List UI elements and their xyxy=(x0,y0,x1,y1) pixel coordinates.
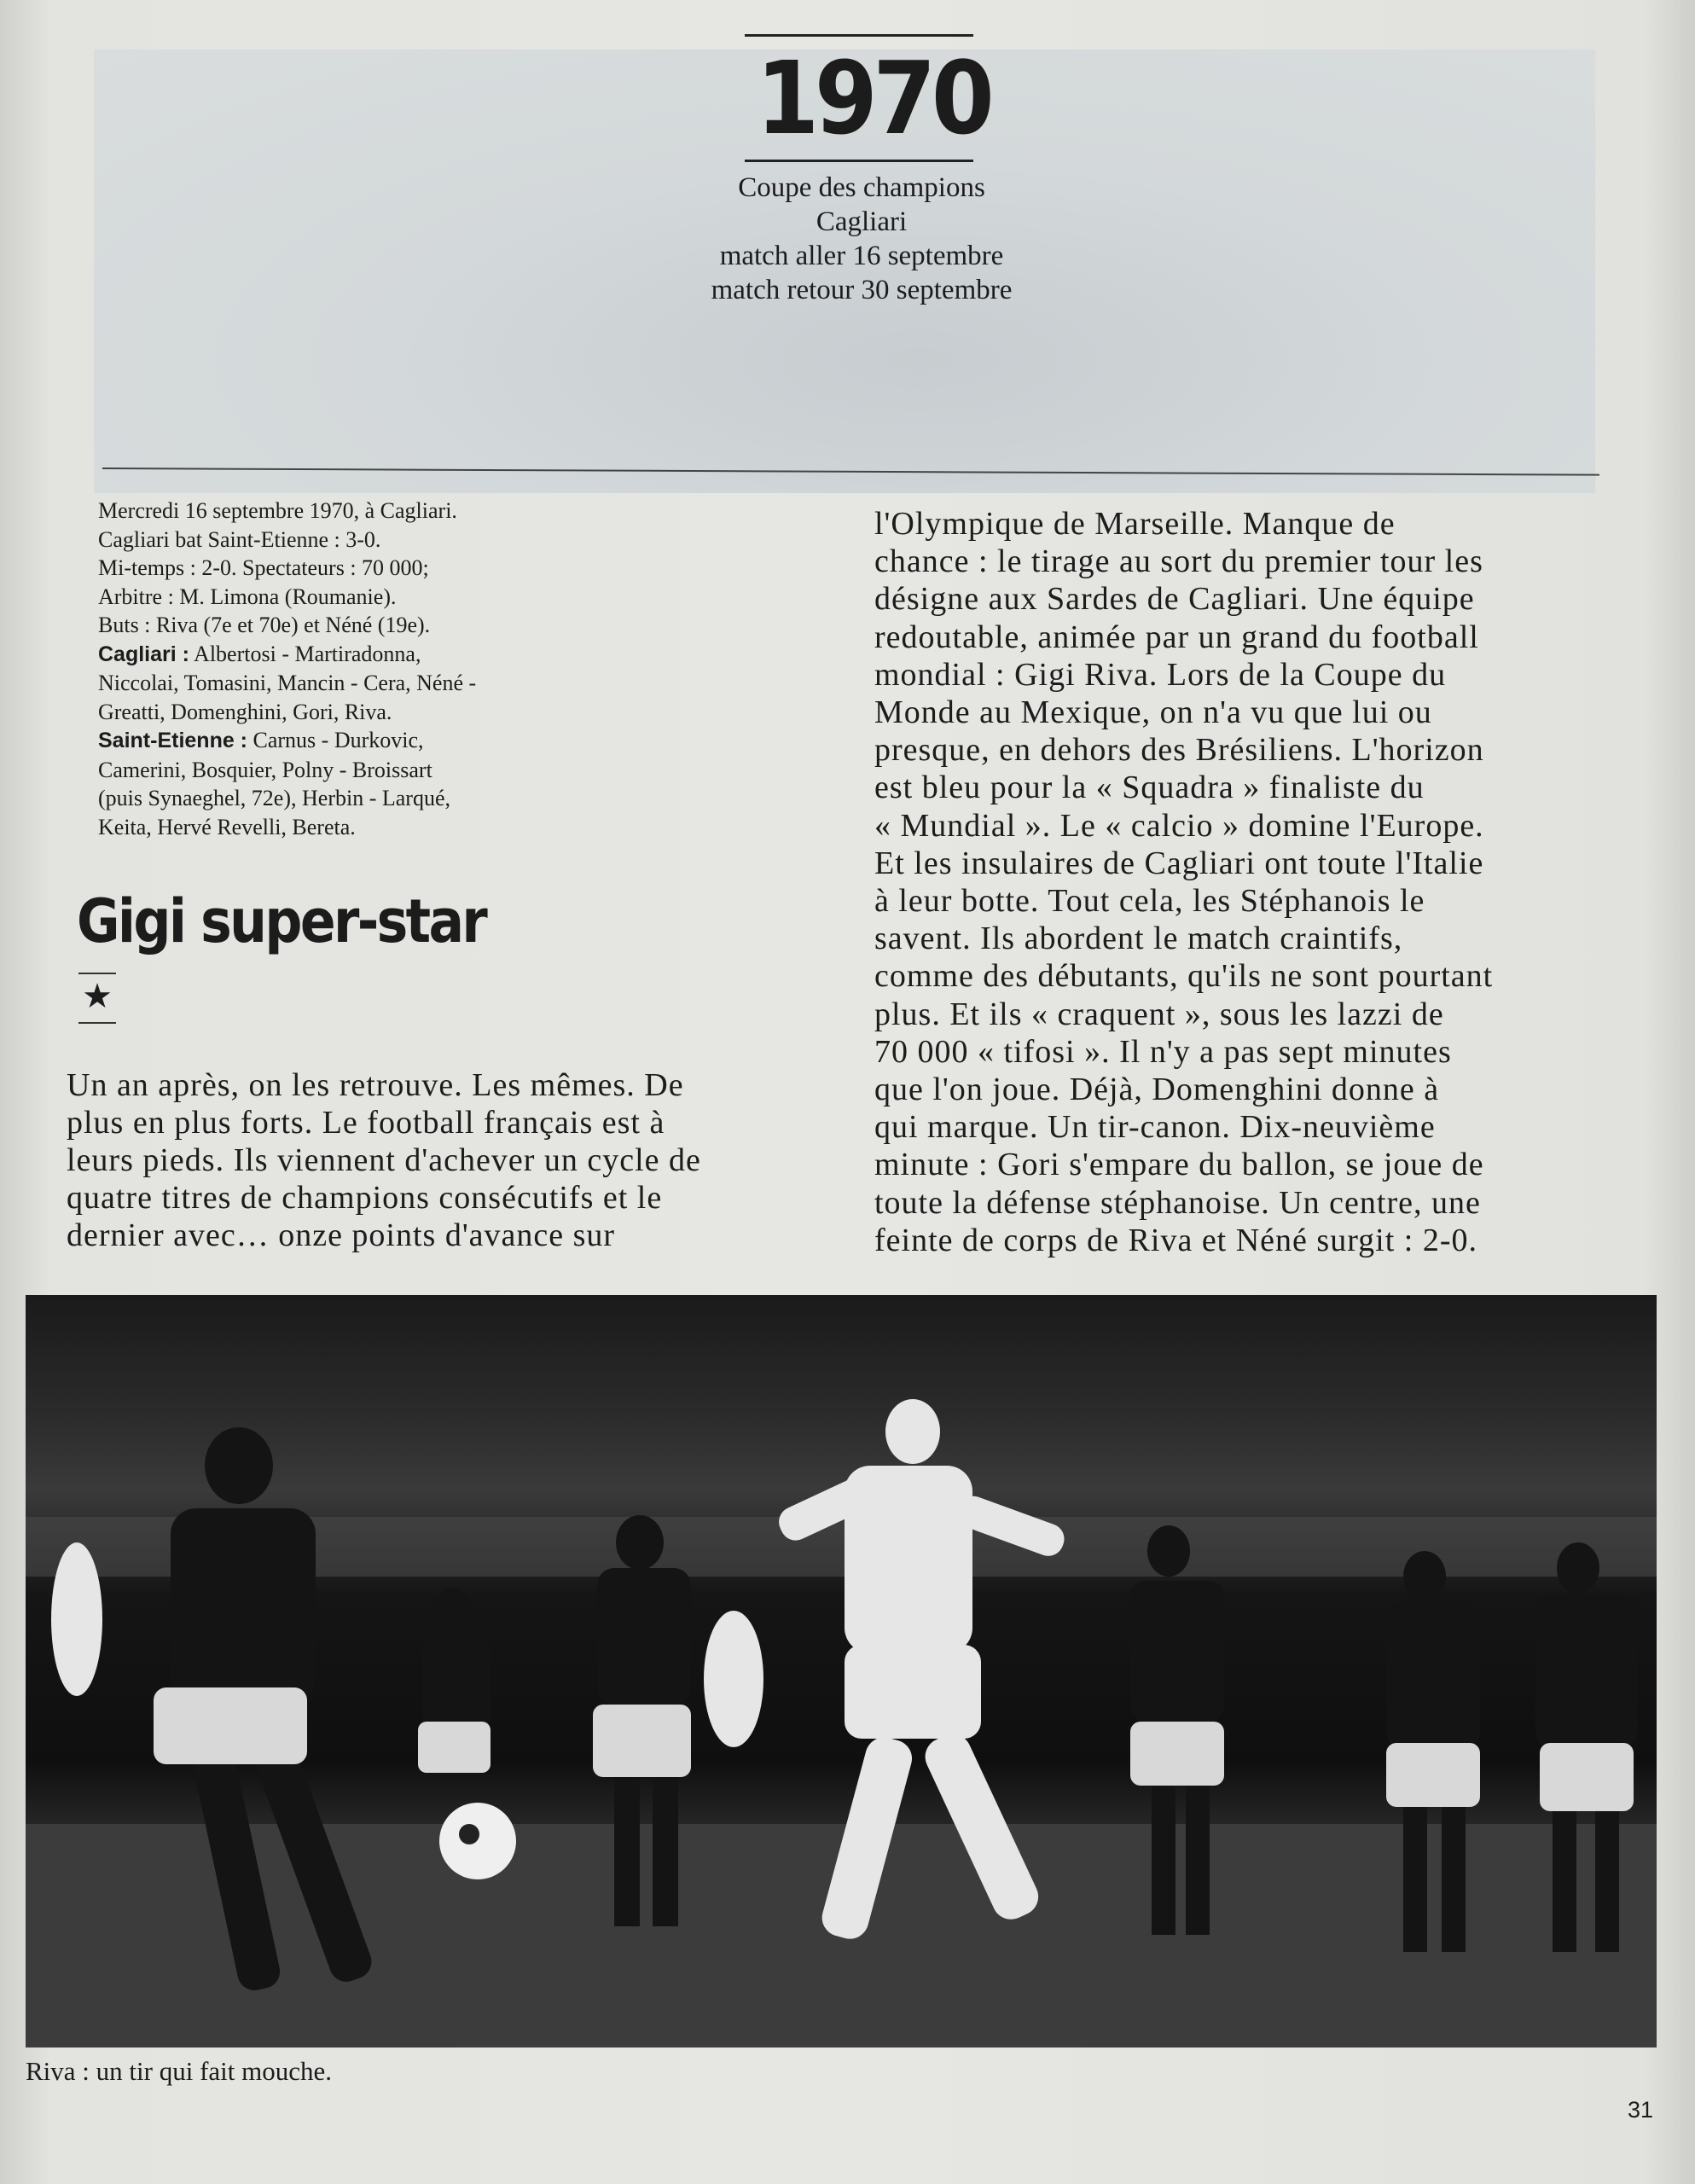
cagliari-lineup-line: Greatti, Domenghini, Gori, Riva. xyxy=(98,699,392,724)
match-info-line: Buts : Riva (7e et 70e) et Néné (19e). xyxy=(98,613,431,637)
subtitle-line: match retour 30 septembre xyxy=(711,275,1013,305)
article-line: feinte de corps de Riva et Néné surgit : 2-0. xyxy=(874,1222,1477,1258)
stetienne-players: Carnus - Durkovic, xyxy=(247,728,424,752)
cagliari-lineup-line xyxy=(98,640,644,670)
article-line: 70 000 « tifosi ». Il n'y a pas sept minutes xyxy=(874,1033,1452,1070)
cagliari-lineup-line: Niccolai, Tomasini, Mancin - Cera, Néné - xyxy=(98,671,477,695)
match-info-line: Mi-temps : 2-0. Spectateurs : 70 000; xyxy=(98,555,429,580)
stetienne-label: Saint-Etienne : xyxy=(98,729,248,752)
cagliari-label: Cagliari : xyxy=(98,642,189,666)
article-column-left xyxy=(67,1066,851,1254)
article-line: leurs pieds. Ils viennent d'achever un cycle de xyxy=(67,1142,701,1178)
subtitle-line: Cagliari xyxy=(816,206,908,237)
article-line: Et les insulaires de Cagliari ont toute l'Italie xyxy=(874,845,1484,881)
match-info-box xyxy=(98,497,644,841)
article-line: qui marque. Un tir-canon. Dix-neuvième xyxy=(874,1109,1436,1146)
article-line: est bleu pour la « Squadra » finaliste du xyxy=(874,770,1425,806)
year-heading xyxy=(745,34,990,162)
cagliari-players: Albertosi - Martiradonna, xyxy=(189,641,421,666)
year-text: 1970 xyxy=(756,39,990,157)
photo-caption: Riva : un tir qui fait mouche. xyxy=(26,2056,333,2086)
article-line: mondial : Gigi Riva. Lors de la Coupe du xyxy=(874,656,1447,693)
article-column-right xyxy=(874,505,1617,1259)
article-line: désigne aux Sardes de Cagliari. Une équipe xyxy=(874,581,1475,618)
subtitle-line: Coupe des champions xyxy=(738,172,985,203)
article-line: savent. Ils abordent le match craintifs, xyxy=(874,921,1403,957)
article-line: dernier avec… onze points d'avance sur xyxy=(67,1217,616,1253)
article-line: l'Olympique de Marseille. Manque de xyxy=(874,506,1396,542)
stetienne-lineup-line xyxy=(98,726,644,756)
match-photo xyxy=(26,1295,1657,2048)
match-info-line: Arbitre : M. Limona (Roumanie). xyxy=(98,584,397,609)
article-line: comme des débutants, qu'ils ne sont pourtant xyxy=(874,958,1494,995)
article-line: quatre titres de champions consécutifs et le xyxy=(67,1180,663,1216)
stetienne-lineup-line: (puis Synaeghel, 72e), Herbin - Larqué, xyxy=(98,786,450,810)
article-line: presque, en dehors des Brésiliens. L'horizon xyxy=(874,732,1484,769)
page-number: 31 xyxy=(1628,2097,1654,2123)
stetienne-lineup-line: Keita, Hervé Revelli, Bereta. xyxy=(98,814,356,839)
competition-subtitle xyxy=(597,171,1126,307)
article-line: toute la défense stéphanoise. Un centre, une xyxy=(874,1184,1481,1221)
article-line: chance : le tirage au sort du premier tour les xyxy=(874,543,1483,580)
article-line: à leur botte. Tout cela, les Stéphanois le xyxy=(874,883,1425,920)
match-info-line: Cagliari bat Saint-Etienne : 3-0. xyxy=(98,526,381,552)
article-line: que l'on joue. Déjà, Domenghini donne à xyxy=(874,1072,1440,1108)
article-line: redoutable, animée par un grand du football xyxy=(874,619,1479,655)
article-line: « Mundial ». Le « calcio » domine l'Europe. xyxy=(874,807,1484,844)
match-info-line: Mercredi 16 septembre 1970, à Cagliari. xyxy=(98,498,457,523)
stetienne-lineup-line: Camerini, Bosquier, Polny - Broissart xyxy=(98,757,432,782)
article-line: Un an après, on les retrouve. Les mêmes. De xyxy=(67,1067,684,1103)
star-icon: ★ xyxy=(78,973,116,1024)
football-players-illustration xyxy=(26,1295,1657,2048)
article-line: plus en plus forts. Le football français est à xyxy=(67,1105,665,1141)
article-line: plus. Et ils « craquent », sous les lazzi de xyxy=(874,996,1444,1032)
article-line: Monde au Mexique, on n'a vu que lui ou xyxy=(874,694,1432,731)
article-line: minute : Gori s'empare du ballon, se joue de xyxy=(874,1147,1484,1183)
article-headline: Gigi super-star xyxy=(77,886,486,956)
subtitle-line: match aller 16 septembre xyxy=(719,241,1004,271)
